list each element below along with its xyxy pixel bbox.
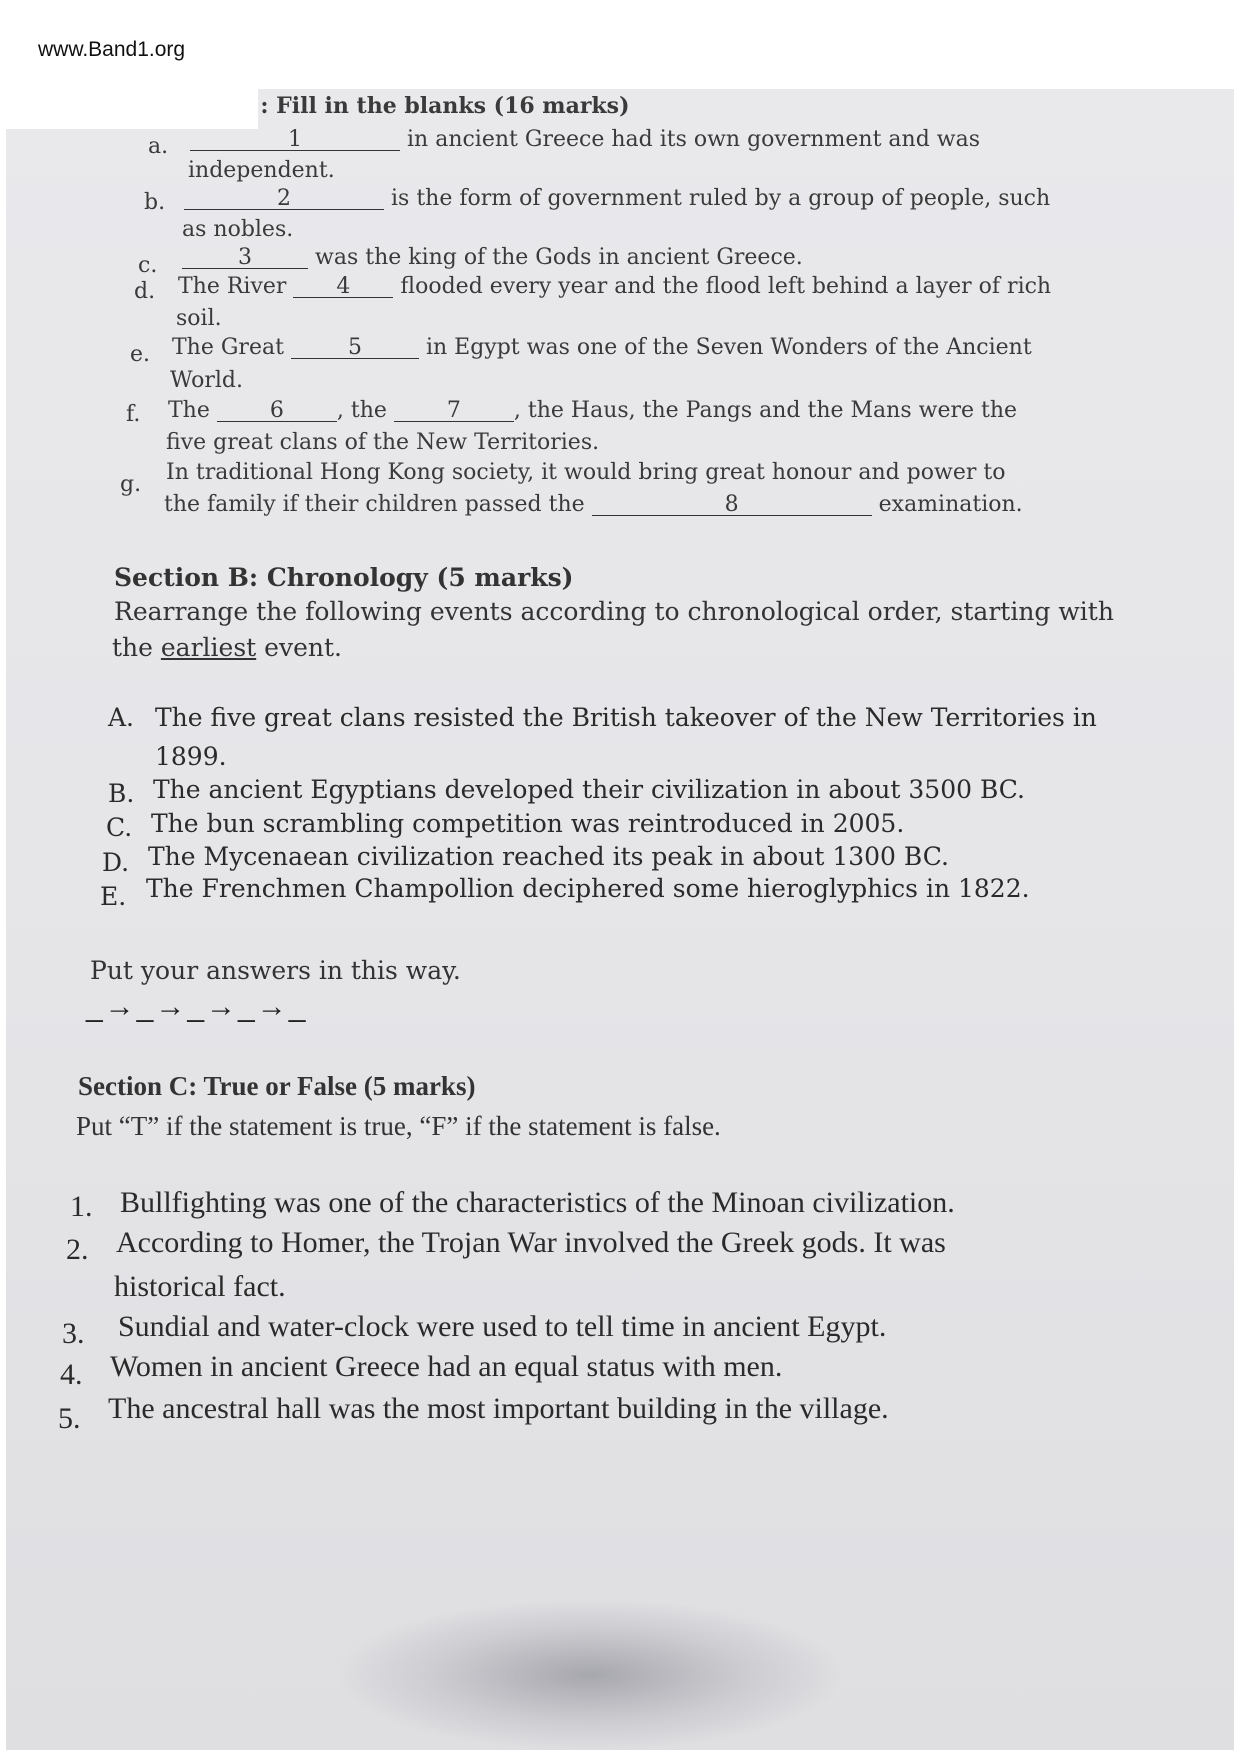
blank-1[interactable]: 1 (190, 130, 400, 151)
item-g-marker: g. (120, 472, 142, 497)
item-f-line (168, 398, 1017, 423)
statement-2-cont: historical fact. (114, 1270, 286, 1303)
item-d-cont: soil. (176, 306, 222, 331)
statement-2-num: 2. (66, 1233, 89, 1266)
statement-2-text: According to Homer, the Trojan War involved the Greek gods. It was (116, 1226, 946, 1259)
item-e-pre: The Great (172, 335, 284, 360)
item-f-pre: The (168, 398, 210, 423)
statement-4-num: 4. (60, 1358, 83, 1391)
blank-5[interactable]: 5 (291, 338, 419, 359)
section-b-instruction: Rearrange the following events according to chronological order, starting with (114, 597, 1114, 626)
section-a-title: : Fill in the blanks (16 marks) (256, 93, 630, 119)
blank-4[interactable]: 4 (293, 277, 393, 298)
item-d-marker: d. (134, 279, 156, 304)
section-b-instruction-cont (112, 633, 342, 662)
item-f-mid: , the (336, 398, 387, 423)
item-d-line (178, 274, 1051, 299)
item-d-text: flooded every year and the flood left behind a layer of rich (400, 274, 1052, 299)
item-a-cont: independent. (188, 158, 335, 183)
item-c-marker: c. (138, 253, 158, 278)
blank-2[interactable]: 2 (184, 189, 384, 210)
hand-shadow (340, 1600, 840, 1750)
event-c-text: The bun scrambling competition was reintroduced in 2005. (151, 809, 905, 838)
answer-format: _→_→_→_→_ (86, 990, 308, 1023)
item-b-line (184, 186, 1050, 211)
event-b-letter: B. (108, 779, 135, 808)
item-f-cont: five great clans of the New Territories. (166, 430, 600, 455)
event-a-cont: 1899. (155, 742, 227, 771)
statement-3-text: Sundial and water-clock were used to tell time in ancient Egypt. (118, 1310, 887, 1343)
item-a-line (190, 127, 980, 152)
blank-7[interactable]: 7 (394, 401, 514, 422)
item-b-marker: b. (144, 190, 166, 215)
event-e-letter: E. (100, 882, 127, 911)
item-e-line (172, 335, 1032, 360)
item-a-marker: a. (148, 134, 169, 159)
event-b-text: The ancient Egyptians developed their civilization in about 3500 BC. (153, 775, 1025, 804)
item-g-text: examination. (878, 492, 1023, 517)
section-c-title: Section C: True or False (5 marks) (78, 1071, 476, 1101)
statement-1-text: Bullfighting was one of the characteristics of the Minoan civilization. (120, 1186, 955, 1219)
section-c-instruction: Put “T” if the statement is true, “F” if the statement is false. (76, 1111, 721, 1141)
item-f-text: , the Haus, the Pangs and the Mans were the (513, 398, 1018, 423)
statement-5-text: The ancestral hall was the most important building in the village. (108, 1392, 889, 1425)
statement-3-num: 3. (62, 1317, 85, 1350)
item-c-line (182, 245, 803, 270)
item-g-cont-pre: the family if their children passed the (164, 492, 585, 517)
statement-4-text: Women in ancient Greece had an equal status with men. (110, 1350, 783, 1383)
event-d-letter: D. (102, 848, 130, 877)
instr-underlined: earliest (160, 633, 257, 662)
item-a-text: in ancient Greece had its own government and was (407, 127, 981, 152)
blank-3[interactable]: 3 (182, 248, 308, 269)
item-e-cont: World. (170, 368, 243, 393)
item-b-cont: as nobles. (182, 217, 294, 242)
item-g-cont (164, 492, 1023, 517)
item-e-marker: e. (130, 342, 151, 367)
item-c-text: was the king of the Gods in ancient Greece. (315, 245, 803, 270)
section-b-title: Section B: Chronology (5 marks) (114, 563, 574, 592)
answer-prompt: Put your answers in this way. (90, 956, 461, 985)
event-e-text: The Frenchmen Champollion deciphered some hieroglyphics in 1822. (146, 874, 1030, 903)
event-c-letter: C. (106, 813, 133, 842)
item-d-pre: The River (178, 274, 287, 299)
item-g-line: In traditional Hong Kong society, it would bring great honour and power to (166, 460, 1006, 485)
statement-5-num: 5. (58, 1402, 81, 1435)
event-a-text: The five great clans resisted the British takeover of the New Territories in (155, 703, 1097, 732)
item-b-text: is the form of government ruled by a group of people, such (391, 186, 1051, 211)
statement-1-num: 1. (70, 1190, 93, 1223)
blank-8[interactable]: 8 (592, 495, 872, 516)
item-f-marker: f. (126, 402, 141, 427)
event-d-text: The Mycenaean civilization reached its peak in about 1300 BC. (148, 842, 949, 871)
item-e-text: in Egypt was one of the Seven Wonders of the Ancient (425, 335, 1032, 360)
paper-crop-notch (6, 89, 258, 129)
instr-pre: the (112, 633, 161, 662)
instr-post: event. (256, 633, 342, 662)
site-watermark: www.Band1.org (38, 38, 186, 61)
event-a-letter: A. (108, 703, 135, 732)
blank-6[interactable]: 6 (217, 401, 337, 422)
